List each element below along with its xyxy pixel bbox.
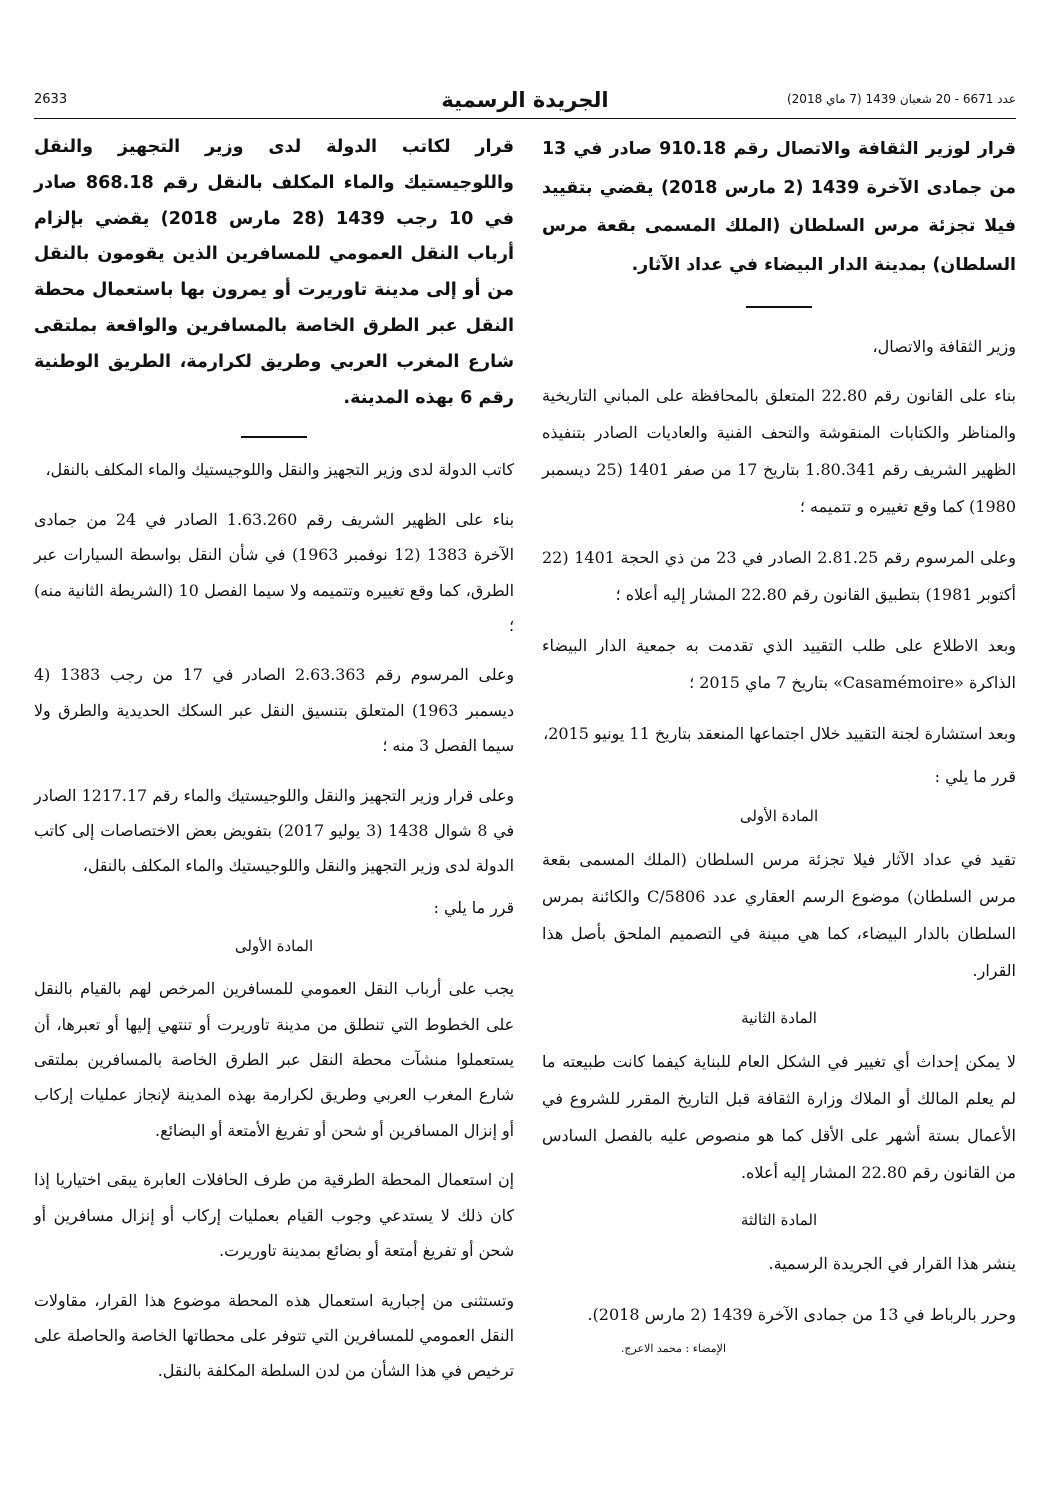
article-text: لا يمكن إحداث أي تغيير في الشكل العام للبناية كيفما كانت طبيعته ما لم يعلم المالك أو الملاك وزارة الثقافة قبل التاريخ المقرر للشروع في الأعمال بستة أشهر على الأقل كما هو منصوص عليه بالفصل السادس من القانون رقم 22.80 المشار إليه أعلاه. (542, 1052, 1016, 1183)
journal-title: الجريدة الرسمية (441, 88, 609, 112)
article-heading: المادة الثالثة (740, 1211, 818, 1230)
article-heading: المادة الأولى (739, 807, 819, 826)
article-text: يجب على أرباب النقل العمومي للمسافرين المرخص لهم بالقيام بالنقل على الخطوط التي تنطلق من مدينة تاوريرت أو تنتهي إليها أو تعبرها، أن يستعملوا منشآت محطة النقل عبر الطرق الخاصة بالمسافرين بملتقى شارع المغرب العربي وطريق لكرارمة بهذه المدينة لإنجاز عمليات إركاب أو إنزال المسافرين أو شحن أو تفريغ الأمتعة أو البضائع. (34, 979, 514, 1140)
preamble-paragraph: بناء على الظهير الشريف رقم 1.63.260 الصادر في 24 من جمادى الآخرة 1383 (12 نوفمبر 1963) في شأن النقل بواسطة السيارات عبر الطرق، كما وقع تغييره وتتميمه ولا سيما الفصل 10 (الشريطة الثانية منه) ؛ (34, 509, 514, 635)
preamble-paragraph: وبعد استشارة لجنة التقييد خلال اجتماعها المنعقد بتاريخ 11 يونيو 2015، (543, 724, 1016, 744)
header-divider (34, 118, 1016, 119)
issuing-authority: كاتب الدولة لدى وزير التجهيز والنقل واللوجيستيك والماء المكلف بالنقل، (45, 460, 514, 480)
decree-title: قرار لكاتب الدولة لدى وزير التجهيز والنقل واللوجيستيك والماء المكلف بالنقل رقم 868.18 صادر في 10 رجب 1439 (28 مارس 2018) يقضي بإلزام أرباب النقل العمومي للمسافرين الذين يقومون بالنقل من أو إلى مدينة تاوريرت أو يمرون بها باستعمال محطة النقل عبر الطرق الخاصة بالمسافرين والواقعة بملتقى شارع المغرب العربي وطريق لكرارمة، الطريق الوطنية رقم 6 بهذه المدينة. (34, 137, 515, 408)
preamble-paragraph: وعلى المرسوم رقم 2.81.25 الصادر في 23 من ذي الحجة 1401 (22 أكتوبر 1981) بتطبيق القانون رقم 22.80 المشار إليه أعلاه ؛ (542, 548, 1017, 605)
issue-info: عدد 6671 - 20 شعبان 1439 (7 ماي 2018) (786, 92, 1016, 106)
article-text: تقيد في عداد الآثار فيلا تجزئة مرس السلطان (الملك المسمى بقعة مرس السلطان) موضوع الرسم العقاري عدد C/5806 والكائنة بمرس السلطان بالدار البيضاء، كما هي مبينة في التصميم الملحق بأصل هذا القرار. (542, 850, 1016, 981)
separator (746, 306, 812, 308)
separator (241, 436, 307, 438)
decides-line: قرر ما يلي : (934, 767, 1016, 787)
page-number: 2633 (34, 92, 68, 107)
article-text: وتستثنى من إجبارية استعمال هذه المحطة موضوع هذا القرار، مقاولات النقل العمومي للمسافرين التي تتوفر على محطاتها الخاصة والحاصلة على ترخيص في هذا الشأن من لدن السلطة المكلفة بالنقل. (34, 1290, 514, 1381)
decree-title: قرار لوزير الثقافة والاتصال رقم 910.18 صادر في 13 من جمادى الآخرة 1439 (2 مارس 2018) يقضي بتقييد فيلا تجزئة مرس السلطان (الملك المسمى بقعة مرس السلطان) بمدينة الدار البيضاء في عداد الآثار. (542, 139, 1016, 275)
article-heading: المادة الأولى (234, 937, 314, 956)
preamble-paragraph: وبعد الاطلاع على طلب التقييد الذي تقدمت به جمعية الدار البيضاء الذاكرة «Casamémoire» بتاريخ 7 ماي 2015 ؛ (542, 636, 1016, 693)
preamble-paragraph: بناء على القانون رقم 22.80 المتعلق بالمحافظة على المباني التاريخية والمناظر والكتابات المنقوشة والتحف الفنية والعاديات الصادر بتنفيذه الظهير الشريف رقم 1.80.341 بتاريخ 17 من صفر 1401 (25 ديسمبر 1980) كما وقع تغييره و تتميمه ؛ (542, 386, 1017, 517)
issuing-authority: وزير الثقافة والاتصال، (872, 337, 1016, 357)
left-column (34, 130, 514, 1403)
signature-line: الإمضاء : محمد الاعرج. (620, 1342, 726, 1356)
preamble-paragraph: وعلى المرسوم رقم 2.63.363 الصادر في 17 من رجب 1383 (4 ديسمبر 1963) المتعلق بتنسيق النقل عبر السكك الحديدية والطرق ولا سيما الفصل 3 منه ؛ (34, 665, 514, 756)
decides-line: قرر ما يلي : (433, 897, 514, 917)
right-column (542, 130, 1016, 1359)
page-header (34, 88, 1016, 116)
done-at-line: وحرر بالرباط في 13 من جمادى الآخرة 1439 (2 مارس 2018). (587, 1305, 1016, 1325)
article-text: إن استعمال المحطة الطرقية من طرف الحافلات العابرة يبقى اختياريا إذا كان ذلك لا يستدعي وجوب القيام بعمليات إركاب أو إنزال مسافرين أو شحن أو تفريغ أمتعة أو بضائع بمدينة تاوريرت. (34, 1170, 514, 1261)
preamble-paragraph: وعلى قرار وزير التجهيز والنقل واللوجيستيك والماء رقم 1217.17 الصادر في 8 شوال 1438 (3 يوليو 2017) بتفويض بعض الاختصاصات إلى كاتب الدولة لدى وزير التجهيز والنقل واللوجيستيك والماء المكلف بالنقل، (34, 785, 514, 876)
article-text: ينشر هذا القرار في الجريدة الرسمية. (768, 1254, 1016, 1274)
article-heading: المادة الثانية (741, 1009, 817, 1028)
